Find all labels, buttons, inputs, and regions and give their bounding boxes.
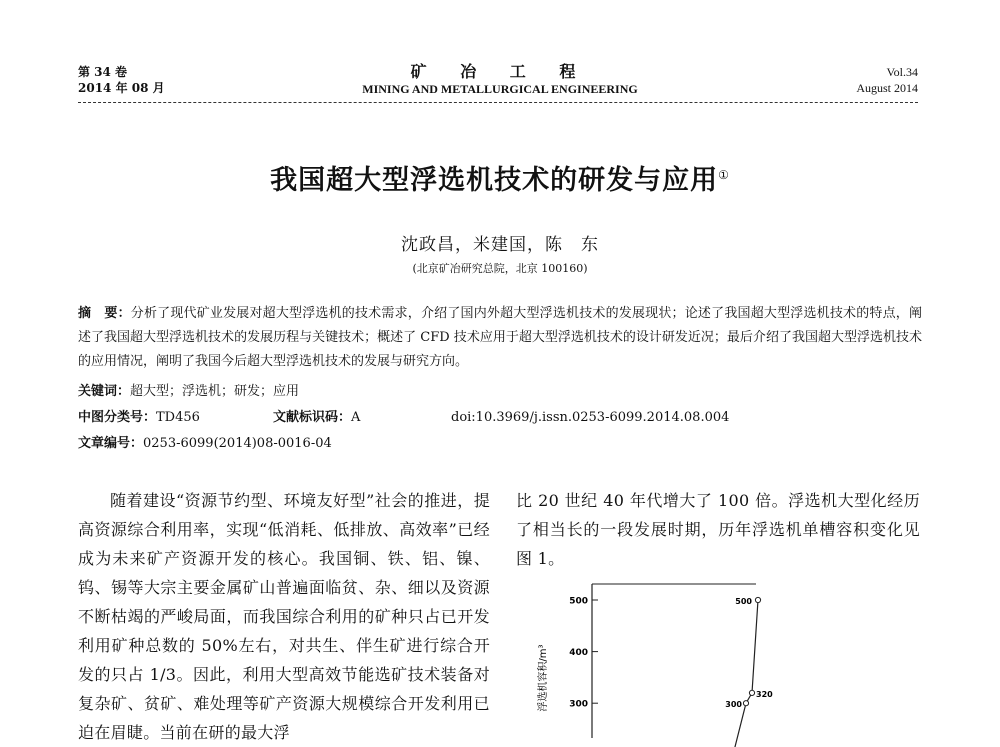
data-point [743, 701, 748, 706]
abstract-text: 分析了现代矿业发展对超大型浮选机的技术需求，介绍了国内外超大型浮选机技术的发展现状；论述了我国超大型浮选机技术的特点，阐述了我国超大型浮选机技术的发展历程与关键技术；概述了 CFD 技术应用于超大型浮选机技术的设计研发近况；最后介绍了我国超大型浮选机技术的应用情况，阐明了我国今后超大型浮选机技术的发展与研究方向。 [78, 306, 922, 369]
date-en: August 2014 [856, 81, 918, 95]
data-label: 300 [725, 700, 742, 710]
journal-name-en: MINING AND METALLURGICAL ENGINEERING [362, 82, 638, 96]
article-title-text: 我国超大型浮选机技术的研发与应用 [270, 165, 719, 196]
doi: doi:10.3969/j.issn.0253-6099.2014.08.004 [451, 410, 730, 425]
y-tick-label: 500 [569, 596, 588, 607]
body-paragraph: 比 20 世纪 40 年代增大了 100 倍。浮选机大型化经历了相当长的一段发展时期，历年浮选机单槽容积变化见图 1。 [516, 491, 920, 568]
header-rule [78, 102, 918, 103]
volume-cn: 第 34 卷 [78, 65, 128, 79]
header-center [0, 62, 1000, 96]
article-number-line [78, 434, 332, 454]
journal-name-cn: 矿 冶 工 程 [410, 62, 590, 81]
data-label: 500 [735, 597, 752, 606]
figure-1-chart [520, 578, 773, 738]
keywords-line [78, 382, 299, 402]
body-column-right [516, 486, 920, 573]
keywords-text: 超大型；浮选机；研发；应用 [130, 384, 300, 399]
abstract [78, 302, 922, 374]
abstract-label: 摘 要： [78, 306, 131, 321]
body-column-left [78, 486, 490, 747]
clc-value: TD456 [156, 410, 200, 425]
classification-line [78, 408, 922, 428]
doc-code-label: 文献标识码： [273, 410, 352, 425]
authors: 沈政昌，米建国，陈 东 [401, 235, 599, 255]
article-number-label: 文章编号： [78, 436, 144, 451]
clc-label: 中图分类号： [78, 410, 157, 425]
y-axis-label: 浮选机容积/m³ [538, 644, 549, 712]
header-right [856, 64, 918, 96]
series-line [725, 600, 758, 747]
article-title [0, 158, 1000, 197]
volume-en: Vol.34 [886, 65, 918, 79]
y-tick-label: 400 [569, 648, 588, 659]
data-point [755, 597, 760, 602]
date-cn: 2014 年 08 月 [78, 81, 165, 95]
title-footnote-mark: ① [718, 168, 730, 182]
data-label: 320 [756, 689, 773, 699]
body-paragraph: 随着建设“资源节约型、环境友好型”社会的推进，提高资源综合利用率，实现“低消耗、低排放、高效率”已经成为未来矿产资源开发的核心。我国铜、铁、铝、镍、钨、锡等大宗主要金属矿山普遍面临贫、杂、细以及资源不断枯竭的严峻局面，而我国综合利用的矿种只占已开发利用矿种总数的 50%左右，对共生、伴生矿进行综合开发的只占 1/3。因此，利用大型高效节能选矿技术装备对复杂矿、贫矿、难处理等矿产资源大规模综合开发利用已迫在眉睫。当前在研的最大浮 [78, 491, 490, 742]
article-number-value: 0253-6099(2014)08-0016-04 [143, 436, 332, 451]
keywords-label: 关键词： [78, 384, 131, 399]
doc-code-value: A [351, 410, 361, 425]
y-tick-label: 300 [569, 699, 588, 710]
affiliation: (北京矿冶研究总院，北京 100160) [412, 262, 588, 275]
data-point [749, 690, 754, 695]
